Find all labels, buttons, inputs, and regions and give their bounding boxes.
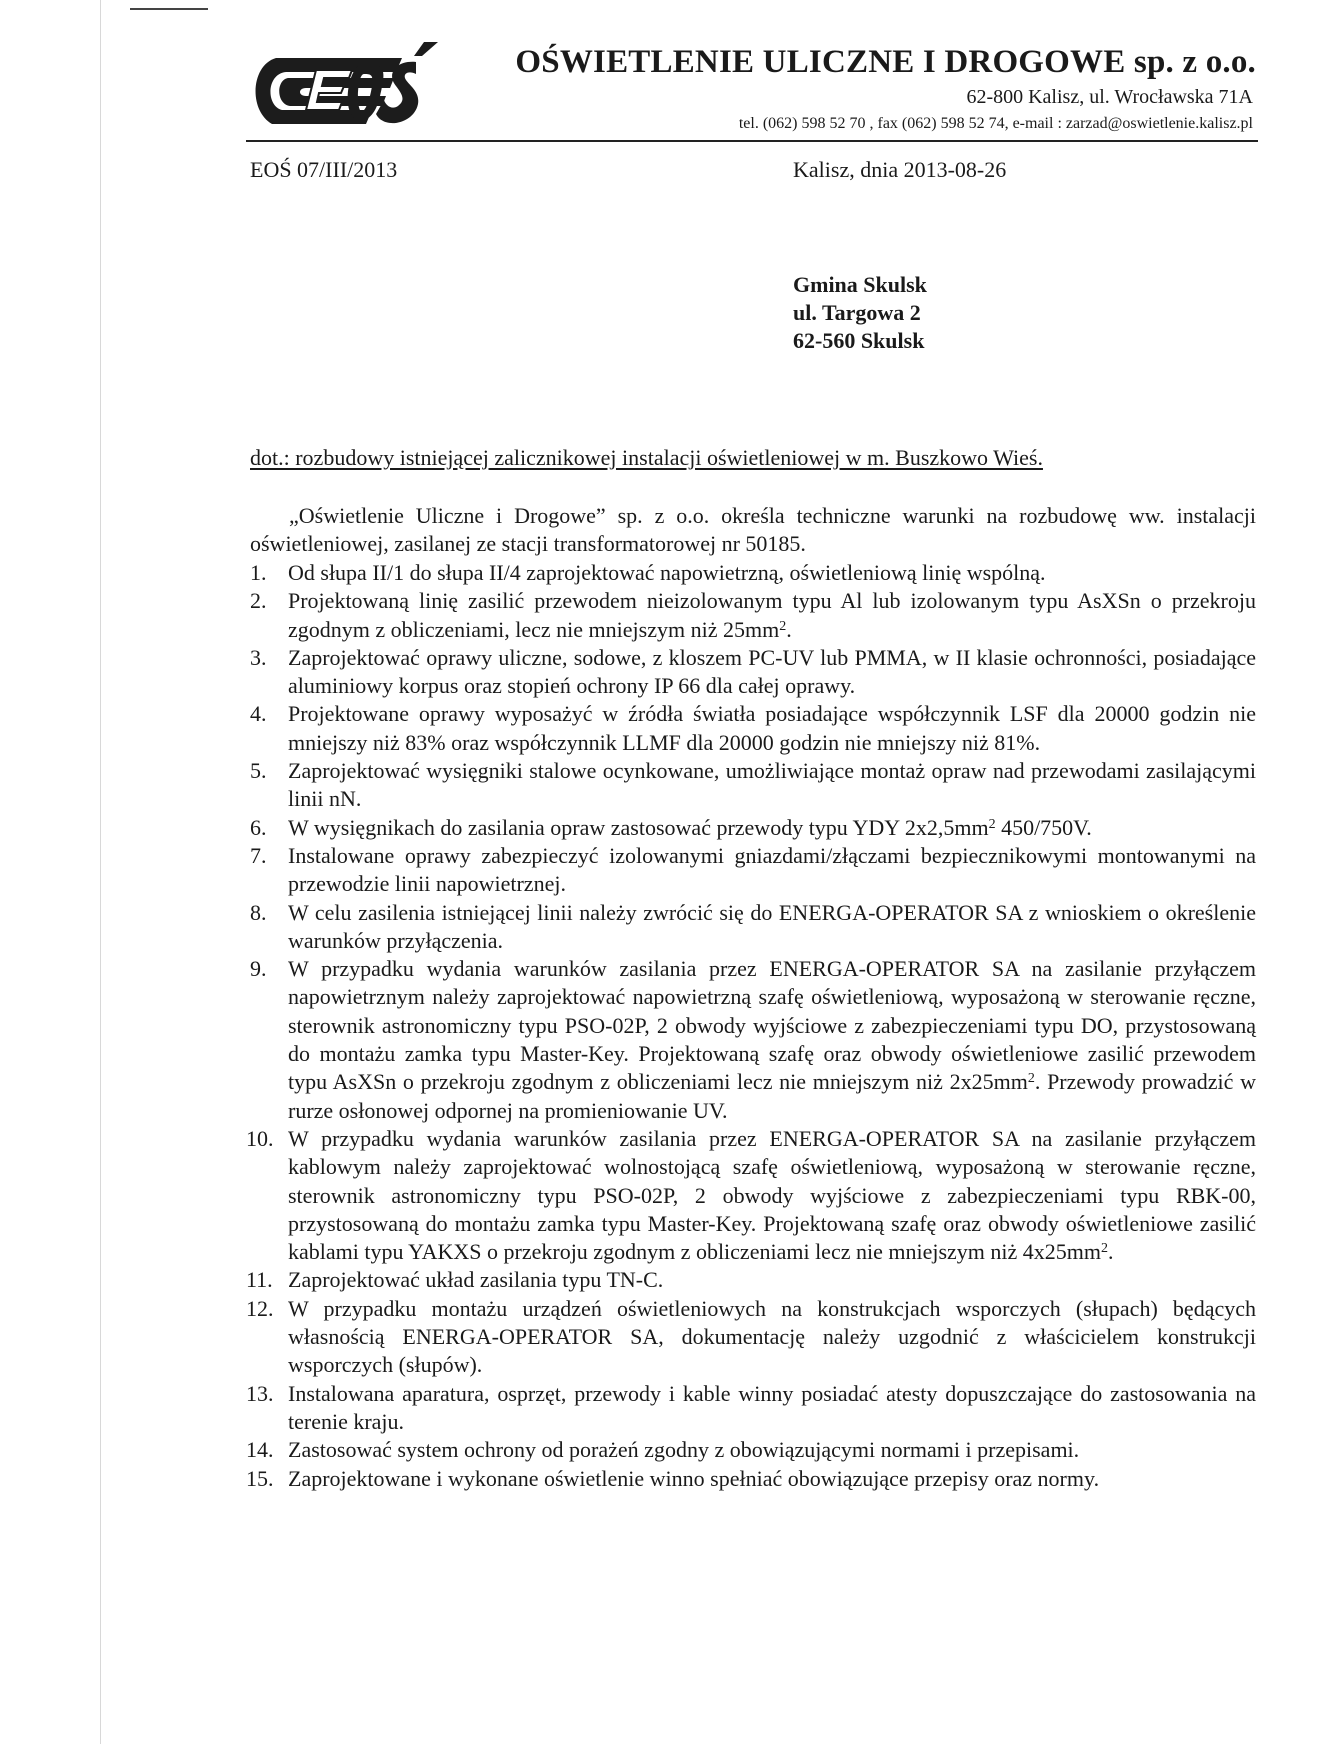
condition-number: 14.	[246, 1437, 274, 1463]
condition-item	[250, 955, 1256, 1125]
condition-item	[250, 814, 1256, 842]
condition-number: 4.	[250, 701, 267, 727]
company-logo	[246, 40, 446, 144]
company-address: 62-800 Kalisz, ul. Wrocławska 71A	[966, 86, 1253, 108]
condition-text: Projektowaną linię zasilić przewodem nieizolowanym typu Al lub izolowanym typu AsXSn o przekroju zgodnym z obliczeniami, lecz nie mniejszym niż 25mm	[288, 588, 1256, 642]
intro-paragraph: „Oświetlenie Uliczne i Drogowe” sp. z o.o. określa techniczne warunki na rozbudowę ww. instalacji oświetleniowej, zasilanej ze stacji transformatorowej nr 50185.	[250, 503, 1256, 556]
condition-text: W wysięgnikach do zasilania opraw zastosować przewody typu YDY 2x2,5mm	[288, 814, 989, 840]
condition-item	[250, 644, 1256, 701]
eos-logo-icon	[246, 40, 446, 144]
reference-number: EOŚ 07/III/2013	[250, 157, 398, 182]
condition-number: 9.	[250, 956, 267, 982]
condition-number: 13.	[246, 1380, 274, 1406]
condition-item	[250, 559, 1256, 587]
condition-item	[250, 757, 1256, 814]
condition-number: 3.	[250, 644, 267, 670]
header-divider	[246, 140, 1258, 142]
condition-text: Od słupa II/1 do słupa II/4 zaprojektować napowietrzną, oświetleniową linię wspólną.	[288, 560, 1046, 585]
recipient-line: Gmina Skulsk	[793, 272, 927, 297]
condition-text: Zaprojektować wysięgniki stalowe ocynkowane, umożliwiające montaż opraw nad przewodami zasilającymi linii nN.	[288, 758, 1256, 812]
condition-text: Instalowane oprawy zabezpieczyć izolowanymi gniazdami/złączami bezpiecznikowymi montowanymi na przewodzie linii napowietrznej.	[288, 842, 1256, 897]
condition-text-tail: .	[786, 616, 792, 642]
condition-item	[246, 1295, 1256, 1380]
condition-number: 6.	[250, 814, 267, 840]
superscript: 2	[779, 618, 787, 634]
condition-text-tail: . Przewody prowadzić w rurze osłonowej odpornej na promieniowanie UV.	[288, 1069, 1256, 1123]
condition-item	[250, 899, 1256, 956]
superscript: 2	[1101, 1241, 1108, 1257]
condition-item	[246, 1266, 1256, 1294]
condition-number: 10.	[246, 1125, 274, 1151]
condition-text-tail: .	[1108, 1239, 1114, 1265]
superscript: 2	[988, 816, 996, 832]
condition-text: W przypadku montażu urządzeń oświetleniowych na konstrukcjach wsporczych (słupach) będących własnością ENERGA-OPERATOR SA, dokumentację należy uzgodnić z właścicielem konstrukcji wsporczych (słupów).	[288, 1295, 1256, 1378]
place-and-date: Kalisz, dnia 2013-08-26	[793, 157, 1007, 182]
letter-subject: dot.: rozbudowy istniejącej zalicznikowej instalacji oświetleniowej w m. Buszkowo Wieś.	[250, 445, 1043, 470]
condition-text: Zaprojektowane i wykonane oświetlenie winno spełniać obowiązujące przepisy oraz normy.	[288, 1465, 1100, 1491]
condition-item	[250, 700, 1256, 757]
condition-number: 8.	[250, 899, 267, 925]
recipient-line: ul. Targowa 2	[793, 300, 921, 325]
condition-text: W celu zasilenia istniejącej linii należy zwrócić się do ENERGA-OPERATOR SA z wnioskiem o określenie warunków przyłączenia.	[288, 899, 1256, 953]
condition-item	[246, 1125, 1256, 1266]
scan-edge-line	[100, 0, 101, 1744]
condition-number: 12.	[246, 1295, 274, 1321]
recipient-address	[793, 271, 927, 355]
condition-number: 11.	[246, 1267, 273, 1293]
condition-item	[246, 1380, 1256, 1437]
company-name: OŚWIETLENIE ULICZNE I DROGOWE sp. z o.o.	[515, 44, 1256, 80]
condition-text: W przypadku wydania warunków zasilania przez ENERGA-OPERATOR SA na zasilanie przyłączem kablowym należy zaprojektować wolnostojącą szafę oświetleniową, wyposażoną w sterowanie ręczne, sterownik astronomiczny typu PSO-02P, 2 obwody wyjściowe z zabezpieczeniami typu RBK-00, przystosowaną do montażu zamka typu Master-Key. Projektowaną szafę oraz obwody oświetleniowe zasilić kablami typu YAKXS o przekroju zgodnym z obliczeniami lecz nie mniejszym niż 4x25mm	[288, 1125, 1256, 1265]
condition-text-tail: 450/750V.	[995, 814, 1092, 840]
condition-number: 15.	[246, 1465, 274, 1491]
condition-number: 1.	[250, 560, 267, 585]
condition-number: 7.	[250, 842, 267, 868]
condition-text: Instalowana aparatura, osprzęt, przewody i kable winny posiadać atesty dopuszczające do zastosowania na terenie kraju.	[288, 1380, 1256, 1434]
condition-item	[250, 842, 1256, 899]
condition-item	[250, 587, 1256, 644]
condition-text: Zastosować system ochrony od porażeń zgodny z obowiązującymi normami i przepisami.	[288, 1437, 1080, 1463]
condition-number: 2.	[250, 588, 267, 614]
condition-text: Zaprojektować układ zasilania typu TN-C.	[288, 1267, 664, 1293]
condition-item	[246, 1465, 1256, 1493]
condition-text: Zaprojektować oprawy uliczne, sodowe, z kloszem PC-UV lub PMMA, w II klasie ochronności, posiadające aluminiowy korpus oraz stopień ochrony IP 66 dla całej oprawy.	[288, 644, 1256, 699]
superscript: 2	[1027, 1071, 1035, 1087]
condition-text: W przypadku wydania warunków zasilania przez ENERGA-OPERATOR SA na zasilanie przyłączem napowietrznym należy zaprojektować napowietrzną szafę oświetleniową, wyposażoną w sterowanie ręczne, sterownik astronomiczny typu PSO-02P, 2 obwody wyjściowe z zabezpieczeniami typu DO, przystosowaną do montażu zamka typu Master-Key. Projektowaną szafę oraz obwody oświetleniowe zasilić przewodem typu AsXSn o przekroju zgodnym z obliczeniami lecz nie mniejszym niż 2x25mm	[288, 956, 1256, 1095]
condition-text: Projektowane oprawy wyposażyć w źródła światła posiadające współczynnik LSF dla 20000 godzin nie mniejszy niż 83% oraz współczynnik LLMF dla 20000 godzin nie mniejszy niż 81%.	[288, 701, 1256, 755]
condition-item	[246, 1436, 1256, 1464]
recipient-line: 62-560 Skulsk	[793, 328, 925, 353]
condition-number: 5.	[250, 758, 267, 784]
company-contact: tel. (062) 598 52 70 , fax (062) 598 52 74, e-mail : zarzad@oswietlenie.kalisz.pl	[738, 115, 1253, 132]
technical-conditions-list	[246, 559, 1256, 1493]
scan-mark	[130, 8, 208, 10]
